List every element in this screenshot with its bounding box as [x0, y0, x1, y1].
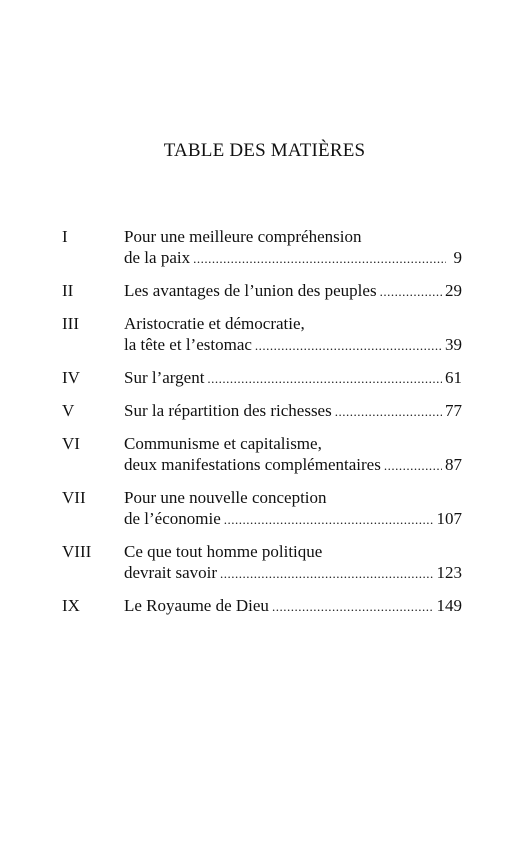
chapter-title-line: Les avantages de l’union des peuples	[124, 281, 377, 300]
dot-leader	[384, 455, 442, 476]
dot-leader	[207, 368, 442, 389]
chapter-title-line: Pour une nouvelle conception	[124, 488, 327, 507]
page-number: 29	[445, 281, 462, 300]
page-number: 9	[453, 248, 462, 267]
chapter-title-line: Le Royaume de Dieu	[124, 596, 269, 615]
chapter-title-line: Pour une meilleure compréhension	[124, 227, 362, 246]
toc-entry[interactable]	[62, 280, 462, 302]
dot-leader	[193, 248, 445, 269]
chapter-title-line: la tête et l’estomac	[124, 335, 252, 354]
chapter-title-line: devrait savoir	[124, 563, 217, 582]
dot-leader	[380, 281, 442, 302]
chapter-title-line: Ce que tout homme politique	[124, 542, 323, 561]
chapter-title-line: Sur la répartition des richesses	[124, 401, 332, 420]
chapter-title-line: Aristocratie et démocratie,	[124, 314, 305, 333]
chapter-number: IX	[62, 596, 80, 615]
page-number: 123	[436, 563, 462, 582]
dot-leader	[272, 596, 434, 617]
page-number: 87	[445, 455, 462, 474]
page-number: 39	[445, 335, 462, 354]
chapter-number: III	[62, 314, 79, 333]
chapter-number: V	[62, 401, 75, 420]
dot-leader	[335, 401, 442, 422]
dot-leader	[255, 335, 442, 356]
table-of-contents	[62, 226, 462, 628]
chapter-number: VII	[62, 488, 86, 507]
toc-entry[interactable]	[62, 541, 462, 584]
toc-entry[interactable]	[62, 313, 462, 356]
chapter-title-line: Communisme et capitalisme,	[124, 434, 322, 453]
page-number: 77	[445, 401, 462, 420]
chapter-number: I	[62, 227, 68, 246]
toc-entry[interactable]	[62, 226, 462, 269]
chapter-number: VIII	[62, 542, 92, 561]
page-title: TABLE DES MATIÈRES	[163, 140, 366, 161]
toc-entry[interactable]	[62, 433, 462, 476]
chapter-title-line: de l’économie	[124, 509, 221, 528]
toc-entry[interactable]	[62, 367, 462, 389]
chapter-number: IV	[62, 368, 80, 387]
chapter-title-line: de la paix	[124, 248, 191, 267]
chapter-number: II	[62, 281, 74, 300]
page-number: 61	[445, 368, 462, 387]
toc-entry[interactable]	[62, 487, 462, 530]
page-number: 149	[436, 596, 462, 615]
chapter-title-line: deux manifestations complémentaires	[124, 455, 381, 474]
toc-entry[interactable]	[62, 400, 462, 422]
dot-leader	[224, 509, 434, 530]
toc-entry[interactable]	[62, 595, 462, 617]
chapter-number: VI	[62, 434, 80, 453]
dot-leader	[220, 563, 434, 584]
chapter-title-line: Sur l’argent	[124, 368, 205, 387]
page-number: 107	[436, 509, 462, 528]
